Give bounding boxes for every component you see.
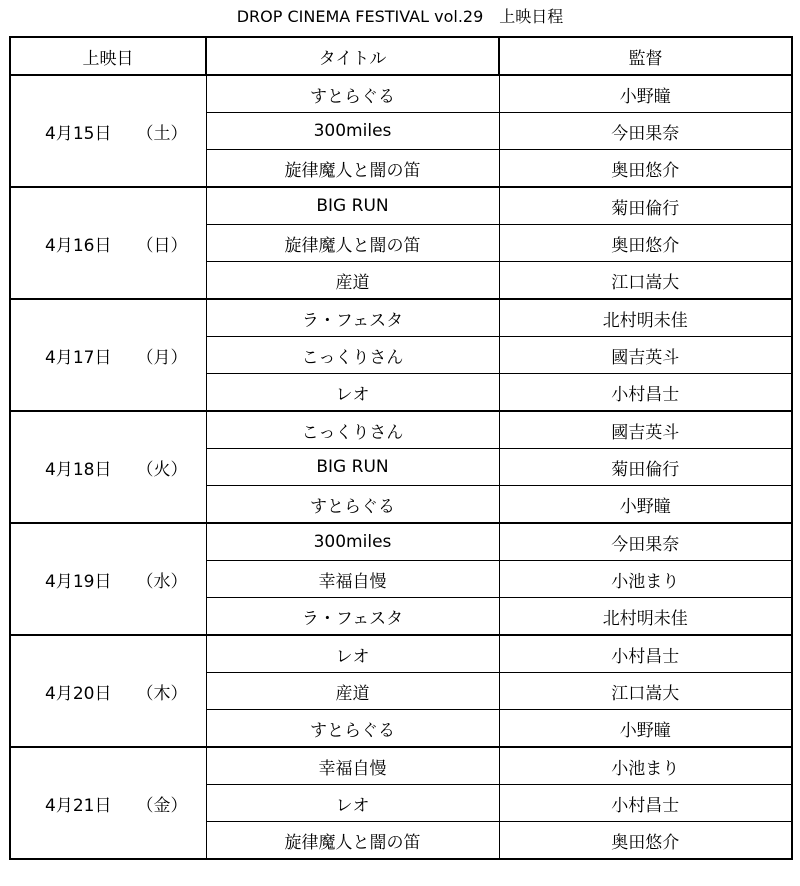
film-director: 小野瞳 — [499, 710, 792, 748]
date-cell — [10, 523, 206, 635]
screening-weekday: （火） — [136, 459, 188, 480]
table-row — [10, 187, 792, 225]
date-cell — [10, 75, 206, 187]
film-director: 小村昌士 — [499, 785, 792, 822]
film-title: すとらぐる — [206, 486, 499, 524]
date-label — [11, 343, 206, 368]
date-label — [11, 791, 206, 816]
date-cell — [10, 411, 206, 523]
film-director: 奥田悠介 — [499, 225, 792, 262]
screening-date: 4月19日 — [45, 571, 112, 592]
film-director: 今田果奈 — [499, 113, 792, 150]
film-title: レオ — [206, 635, 499, 673]
date-cell — [10, 187, 206, 299]
date-label — [11, 679, 206, 704]
film-title: レオ — [206, 374, 499, 412]
table-row — [10, 523, 792, 561]
film-title: 旋律魔人と闇の笛 — [206, 150, 499, 188]
film-title: レオ — [206, 785, 499, 822]
header-title: タイトル — [206, 37, 499, 75]
date-label — [11, 231, 206, 256]
film-director: 菊田倫行 — [499, 449, 792, 486]
film-title: こっくりさん — [206, 411, 499, 449]
screening-weekday: （金） — [136, 795, 188, 816]
date-cell — [10, 635, 206, 747]
table-body — [10, 75, 792, 859]
film-title: すとらぐる — [206, 75, 499, 113]
film-director: 國吉英斗 — [499, 411, 792, 449]
table-row — [10, 747, 792, 785]
date-cell — [10, 299, 206, 411]
table-row — [10, 75, 792, 113]
film-title: ラ・フェスタ — [206, 299, 499, 337]
screening-date: 4月17日 — [45, 347, 112, 368]
table-row — [10, 635, 792, 673]
film-director: 小野瞳 — [499, 486, 792, 524]
film-director: 小村昌士 — [499, 635, 792, 673]
film-director: 小池まり — [499, 561, 792, 598]
screening-date: 4月18日 — [45, 459, 112, 480]
film-title: 産道 — [206, 673, 499, 710]
screening-weekday: （土） — [136, 123, 188, 144]
screening-weekday: （月） — [136, 347, 188, 368]
film-title: 旋律魔人と闇の笛 — [206, 822, 499, 860]
film-title: 幸福自慢 — [206, 747, 499, 785]
table-header — [10, 37, 792, 75]
film-title: こっくりさん — [206, 337, 499, 374]
header-row — [10, 37, 792, 75]
film-director: 北村明未佳 — [499, 299, 792, 337]
screening-date: 4月16日 — [45, 235, 112, 256]
film-director: 菊田倫行 — [499, 187, 792, 225]
film-director: 北村明未佳 — [499, 598, 792, 636]
film-director: 小村昌士 — [499, 374, 792, 412]
film-title: すとらぐる — [206, 710, 499, 748]
film-director: 奥田悠介 — [499, 150, 792, 188]
date-label — [11, 567, 206, 592]
film-title: BIG RUN — [206, 449, 499, 486]
screening-date: 4月21日 — [45, 795, 112, 816]
screening-weekday: （水） — [136, 571, 188, 592]
table-row — [10, 299, 792, 337]
film-director: 江口嵩大 — [499, 673, 792, 710]
date-label — [11, 119, 206, 144]
film-title: 幸福自慢 — [206, 561, 499, 598]
film-title: 産道 — [206, 262, 499, 300]
film-director: 小野瞳 — [499, 75, 792, 113]
screening-date: 4月15日 — [45, 123, 112, 144]
date-label — [11, 455, 206, 480]
header-director: 監督 — [499, 37, 792, 75]
film-director: 江口嵩大 — [499, 262, 792, 300]
page-title: DROP CINEMA FESTIVAL vol.29 上映日程 — [236, 7, 564, 26]
film-title: 300miles — [206, 113, 499, 150]
film-title: 300miles — [206, 523, 499, 561]
schedule-table — [9, 36, 793, 860]
film-title: ラ・フェスタ — [206, 598, 499, 636]
header-date: 上映日 — [10, 37, 206, 75]
film-director: 奥田悠介 — [499, 822, 792, 860]
table-row — [10, 411, 792, 449]
film-director: 今田果奈 — [499, 523, 792, 561]
film-director: 小池まり — [499, 747, 792, 785]
screening-weekday: （木） — [136, 683, 188, 704]
film-director: 國吉英斗 — [499, 337, 792, 374]
date-cell — [10, 747, 206, 859]
screening-weekday: （日） — [136, 235, 188, 256]
screening-date: 4月20日 — [45, 683, 112, 704]
film-title: BIG RUN — [206, 187, 499, 225]
film-title: 旋律魔人と闇の笛 — [206, 225, 499, 262]
